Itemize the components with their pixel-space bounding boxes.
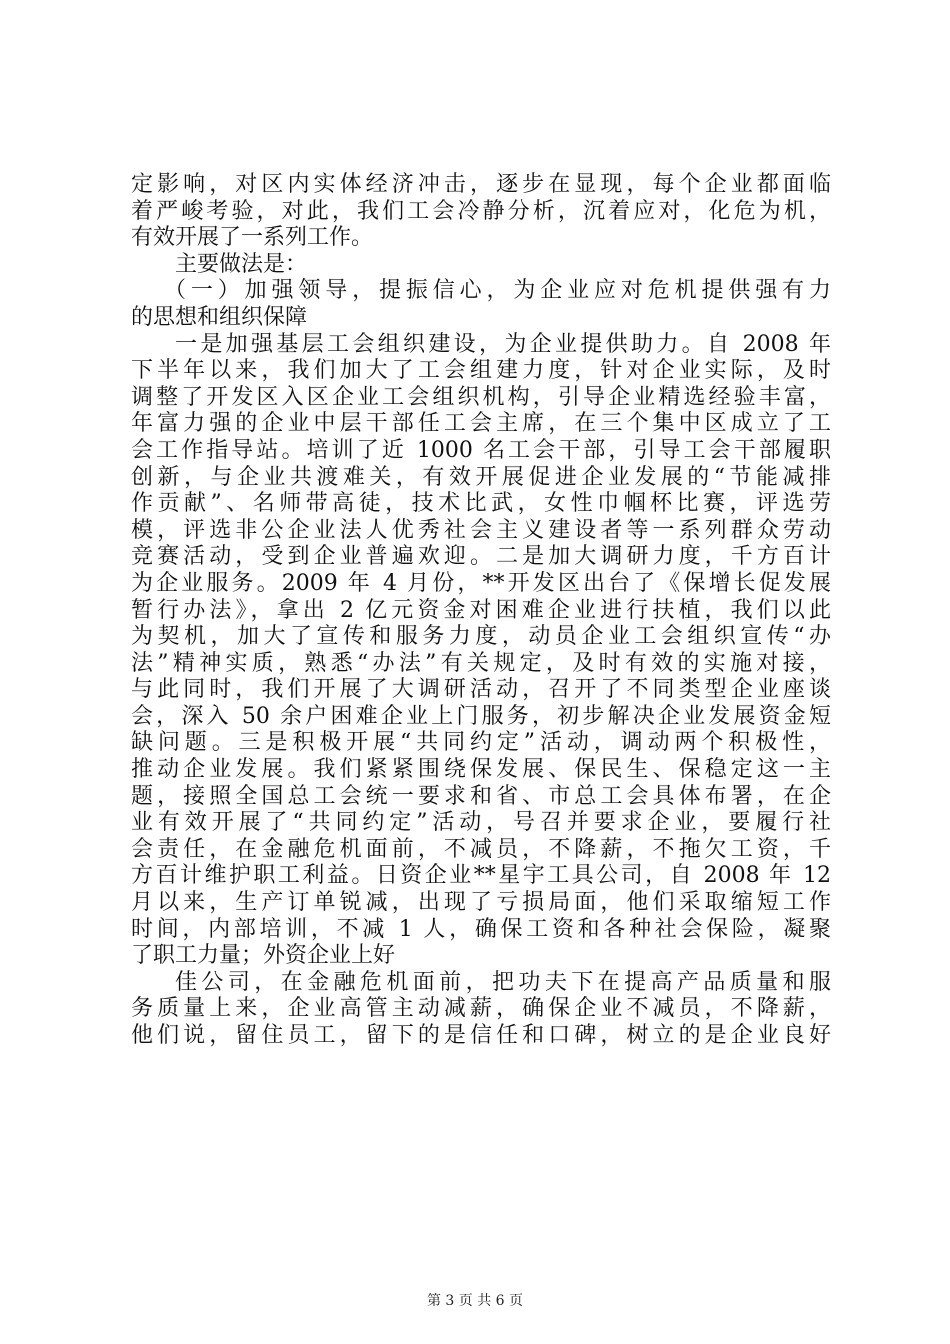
text-line: 推动企业发展。我们紧紧围绕保发展、保民生、保稳定这一主 <box>131 757 831 783</box>
text-line: 着严峻考验，对此，我们工会冷静分析，沉着应对，化危为机， <box>131 198 831 224</box>
text-line: 的思想和组织保障 <box>131 304 308 330</box>
text-line: 会，深入 50 余户困难企业上门服务，初步解决企业发展资金短 <box>131 703 831 729</box>
text-line: 调整了开发区入区企业工会组织机构，引导企业精选经验丰富， <box>131 384 831 410</box>
text-line: 为企业服务。2009 年 4 月份，**开发区出台了《保增长促发展 <box>131 570 831 596</box>
text-line: 年富力强的企业中层干部任工会主席，在三个集中区成立了工 <box>131 411 831 437</box>
text-line: 模，评选非公企业法人优秀社会主义建设者等一系列群众劳动 <box>131 517 831 543</box>
text-line: 缺问题。三是积极开展“共同约定”活动，调动两个积极性， <box>131 730 831 756</box>
text-line: 会工作指导站。培训了近 1000 名工会干部，引导工会干部履职 <box>131 437 831 463</box>
text-line: 定影响，对区内实体经济冲击，逐步在显现，每个企业都面临 <box>131 172 831 197</box>
text-line: 业有效开展了“共同约定”活动，号召并要求企业，要履行社 <box>131 810 831 836</box>
text-line: 竞赛活动，受到企业普遍欢迎。二是加大调研力度，千方百计 <box>131 544 831 570</box>
text-line: 创新，与企业共渡难关，有效开展促进企业发展的“节能减排 <box>131 464 831 490</box>
text-line: 主要做法是： <box>175 251 308 277</box>
page-footer: 第 3 页 共 6 页 <box>426 1293 524 1309</box>
text-line: 一是加强基层工会组织建设，为企业提供助力。自 2008 年 <box>175 331 831 357</box>
text-line: 题，接照全国总工会统一要求和省、市总工会具体布署，在企 <box>131 783 831 809</box>
text-line: 务质量上来，企业高管主动减薪，确保企业不减员，不降薪， <box>131 996 831 1022</box>
text-line: 作贡献”、名师带高徒，技术比武，女性巾帼杯比赛，评选劳 <box>131 491 831 517</box>
text-line: 有效开展了一系列工作。 <box>131 225 374 251</box>
text-line: 为契机，加大了宣传和服务力度，动员企业工会组织宣传“办 <box>131 624 831 650</box>
text-line: 佳公司，在金融危机面前，把功夫下在提高产品质量和服 <box>175 969 831 995</box>
text-line: （一）加强领导，提振信心，为企业应对危机提供强有力 <box>164 278 831 304</box>
text-line: 与此同时，我们开展了大调研活动，召开了不同类型企业座谈 <box>131 677 831 703</box>
text-line: 月以来，生产订单锐减，出现了亏损局面，他们采取缩短工作 <box>131 890 831 916</box>
document-body <box>131 172 831 1050</box>
text-line: 会责任，在金融危机面前，不减员，不降薪，不拖欠工资，千 <box>131 836 831 862</box>
text-line: 方百计维护职工利益。日资企业**星宇工具公司，自 2008 年 12 <box>131 863 831 889</box>
text-line: 时间，内部培训，不减 1 人，确保工资和各种社会保险，凝聚 <box>131 916 831 942</box>
text-line: 他们说，留住员工，留下的是信任和口碑，树立的是企业良好 <box>131 1023 831 1048</box>
text-line: 法”精神实质，熟悉“办法”有关规定，及时有效的实施对接， <box>131 650 831 676</box>
text-line: 下半年以来，我们加大了工会组建力度，针对企业实际，及时 <box>131 358 831 384</box>
text-line: 了职工力量；外资企业上好 <box>131 943 396 969</box>
text-line: 暂行办法》，拿出 2 亿元资金对困难企业进行扶植，我们以此 <box>131 597 831 623</box>
